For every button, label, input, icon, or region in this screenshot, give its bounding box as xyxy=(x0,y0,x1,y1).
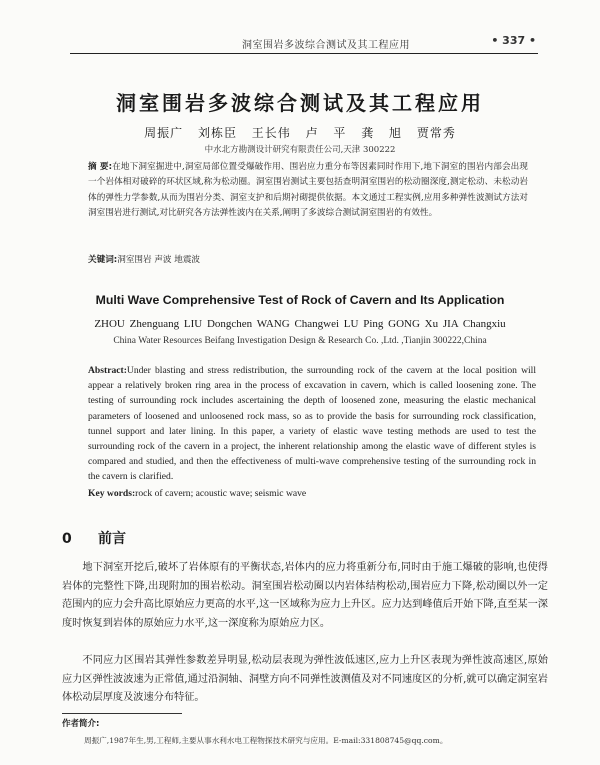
keywords-en xyxy=(88,488,536,499)
keywords-en-label: Key words: xyxy=(88,488,136,499)
footnote-label: 作者简介: xyxy=(62,719,100,729)
running-header xyxy=(70,31,538,54)
body-paragraph: 地下洞室开挖后,破坏了岩体原有的平衡状态,岩体内的应力将重新分布,同时由于施工爆破的影响,也使得岩体的完整性下降,出现附加的围岩松动。洞室围岩松动圈以内岩体结构松动,围岩应力下降,松动圈以外一定范围内的应力会升高比原始应力更高的水平,这一区域称为应力上升区。应力达到峰值后开始下降,直至某一深度时恢复到岩体的原始应力水平,这一深度称为原始应力区。 xyxy=(62,562,548,629)
footnote-text: 周振广,1987年生,男,工程师,主要从事水利水电工程物探技术研究与应用。E-mail:331808745@qq.com。 xyxy=(84,736,448,745)
abstract-en-label: Abstract: xyxy=(88,365,127,376)
paper-title-zh: 洞室围岩多波综合测试及其工程应用 xyxy=(116,91,484,115)
authors-en: ZHOU Zhenguang LIU Dongchen WANG Changwei LU Ping GONG Xu JIA Changxiu xyxy=(94,318,506,330)
section-number: 0 xyxy=(62,531,72,547)
abstract-zh-text: 在地下洞室掘进中,洞室局部位置受爆破作用、围岩应力重分布等因素同时作用下,地下洞室的围岩内部会出现一个岩体相对破碎的环状区域,称为松动圈。洞室围岩测试主要包括查明洞室围岩的松动圈深度,测定松动、未松动岩体的弹性力学参数,从而为围岩分类、洞室支护和后期衬砌提供依据。本文通过工程实例,应用多种弹性波测试方法对洞室围岩进行测试,对比研究各方法弹性波内在关系,阐明了多波综合测试洞室围岩的有效性。 xyxy=(88,162,528,219)
affiliation-en: China Water Resources Beifang Investigation Design & Research Co. ,Ltd. ,Tianjin 300222,China xyxy=(113,336,487,346)
keywords-zh xyxy=(88,253,528,265)
section-title: 前言 xyxy=(98,531,126,547)
keywords-en-text: rock of cavern; acoustic wave; seismic wave xyxy=(135,488,307,499)
abstract-en xyxy=(88,363,536,485)
keywords-zh-label: 关键词: xyxy=(88,255,118,265)
abstract-zh-label: 摘 要: xyxy=(88,162,113,172)
page-number: • 337 • xyxy=(491,34,536,47)
affiliation-zh: 中水北方勘测设计研究有限责任公司,天津 300222 xyxy=(204,145,396,155)
paper-title-en: Multi Wave Comprehensive Test of Rock of Cavern and Its Application xyxy=(95,293,505,307)
authors-zh: 周振广 刘栋臣 王长伟 卢 平 龚 旭 贾常秀 xyxy=(144,126,456,140)
keywords-zh-text: 洞室围岩 声波 地震波 xyxy=(117,255,201,265)
running-header-title: 洞室围岩多波综合测试及其工程应用 xyxy=(242,40,410,51)
abstract-zh xyxy=(88,160,528,222)
footnote-divider xyxy=(62,713,182,714)
body-paragraph: 不同应力区围岩其弹性参数差异明显,松动层表现为弹性波低速区,应力上升区表现为弹性波高速区,原始应力区弹性波波速为正常值,通过沿洞轴、洞壁方向不同弹性波测值及对不同速度区的分析,就可以确定洞室岩体松动层厚度及波速分布特征。 xyxy=(62,655,548,704)
abstract-en-text: Under blasting and stress redistribution, the surrounding rock of the cavern at the local position will appear a relatively broken ring area in the process of excavation in cavern, which is called loosening zone. The testing of surrounding rock includes ascertaining the depth of loosened zone, measuring the elastic mechanical parameters of loosened and unloosened rock mass, so as to provide the basis for surrounding rock classification, tunnel support and later lining. In this paper, a variety of elastic wave testing methods are used to test the surrounding rock of the cavern in a project, the inherent relationship among the elastic wave of different styles is compared and studied, and then the effectiveness of multi-wave comprehensive testing of the surrounding rock in the cavern is clarified. xyxy=(88,365,536,483)
section-heading xyxy=(62,528,126,548)
